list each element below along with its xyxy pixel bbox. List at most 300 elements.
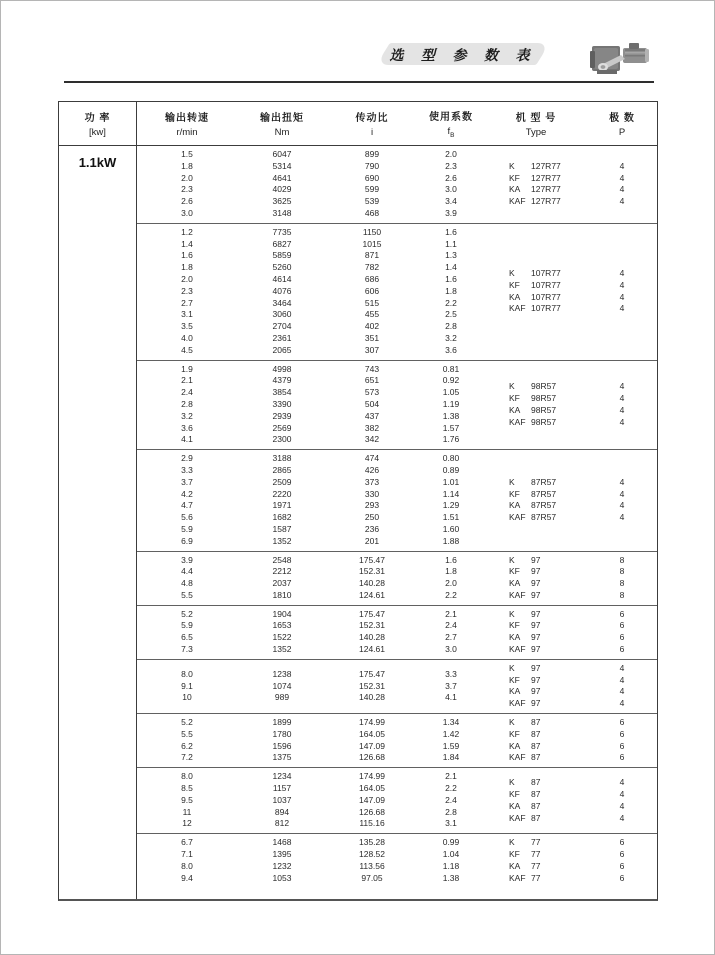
cell-ratio: 539 — [364, 196, 380, 207]
column-torque — [237, 555, 327, 602]
column-poles — [587, 381, 657, 428]
cell-torque: 6047 — [272, 149, 292, 159]
cell-ratio: 599 — [364, 184, 380, 195]
type-prefix: KF — [509, 279, 520, 290]
cell-poles: 4 — [619, 172, 625, 183]
cell-ratio: 651 — [364, 375, 380, 386]
type-prefix: KA — [509, 632, 521, 643]
cell-poles: 6 — [619, 608, 625, 619]
cell-ratio: 474 — [364, 453, 380, 464]
cell-poles: 4 — [619, 788, 625, 799]
cell-ratio: 152.31 — [359, 566, 385, 577]
cell-factor: 3.0 — [445, 644, 457, 655]
type-model: 98R57 — [531, 416, 557, 427]
cell-torque: 5859 — [272, 250, 292, 261]
cell-type — [485, 405, 587, 417]
cell-speed: 5.2 — [181, 608, 193, 619]
cell-factor: 2.2 — [445, 589, 457, 600]
column-factor — [417, 555, 485, 602]
cell-torque: 1587 — [272, 523, 292, 534]
column-type — [485, 777, 587, 824]
gearmotor-image — [587, 39, 651, 79]
cell-poles: 4 — [619, 476, 625, 487]
cell-poles: 4 — [619, 698, 625, 709]
cell-poles: 4 — [619, 488, 625, 499]
cell-speed: 6.9 — [181, 535, 193, 546]
type-model: 97 — [531, 686, 541, 697]
column-poles — [587, 837, 657, 884]
type-model: 97 — [531, 620, 541, 631]
cell-speed: 1.6 — [181, 250, 193, 261]
cell-poles: 4 — [619, 686, 625, 697]
cell-torque: 1232 — [272, 860, 292, 871]
cell-poles: 8 — [619, 578, 625, 589]
column-ratio — [327, 837, 417, 884]
type-prefix: KAF — [509, 698, 526, 709]
type-prefix: K — [509, 717, 515, 728]
cell-speed: 3.9 — [181, 554, 193, 565]
cell-factor: 4.1 — [445, 692, 457, 703]
type-model: 127R77 — [531, 184, 561, 195]
cell-type — [485, 303, 587, 315]
type-model: 107R77 — [531, 303, 561, 314]
cell-ratio: 124.61 — [359, 589, 385, 600]
type-model: 127R77 — [531, 160, 561, 171]
cell-factor: 3.7 — [445, 680, 457, 691]
cell-type — [485, 292, 587, 304]
cell-type — [485, 686, 587, 698]
type-prefix: KAF — [509, 752, 526, 763]
cell-factor: 2.1 — [445, 771, 457, 782]
cell-factor: 3.9 — [445, 207, 457, 218]
cell-type — [485, 752, 587, 764]
cell-torque: 3148 — [272, 207, 292, 218]
type-prefix: K — [509, 268, 515, 279]
cell-factor: 3.4 — [445, 196, 457, 207]
column-speed — [137, 555, 237, 602]
cell-ratio: 250 — [364, 512, 380, 523]
cell-factor: 1.6 — [445, 273, 457, 284]
cell-factor: 0.89 — [442, 464, 460, 475]
type-model: 87 — [531, 740, 541, 751]
cell-torque: 3060 — [272, 309, 292, 320]
cell-factor: 1.6 — [445, 226, 457, 237]
cell-type — [485, 393, 587, 405]
cell-speed: 1.8 — [181, 160, 193, 171]
cell-type — [485, 161, 587, 173]
header-ratio-unit: i — [370, 127, 374, 138]
cell-ratio: 140.28 — [359, 632, 385, 643]
column-type — [485, 663, 587, 710]
cell-speed: 3.5 — [181, 321, 193, 332]
cell-poles: 4 — [619, 196, 625, 207]
type-model: 97 — [531, 554, 541, 565]
cell-ratio: 351 — [364, 332, 380, 343]
cell-speed: 7.3 — [181, 644, 193, 655]
column-poles — [587, 777, 657, 824]
cell-torque: 1238 — [272, 668, 292, 679]
cell-factor: 1.18 — [442, 860, 460, 871]
column-poles — [587, 663, 657, 710]
cell-type — [485, 813, 587, 825]
cell-torque: 4076 — [272, 285, 292, 296]
column-type — [485, 161, 587, 208]
cell-poles: 8 — [619, 566, 625, 577]
header-speed-cn: 输出转速 — [165, 113, 209, 124]
table-group — [137, 449, 657, 550]
cell-ratio: 782 — [364, 262, 380, 273]
cell-ratio: 426 — [364, 464, 380, 475]
type-model: 87R57 — [531, 512, 557, 523]
cell-poles: 4 — [619, 500, 625, 511]
header-speed — [137, 102, 237, 145]
cell-factor: 2.5 — [445, 309, 457, 320]
cell-poles: 4 — [619, 800, 625, 811]
header-ratio — [327, 102, 417, 145]
column-factor — [417, 227, 485, 357]
table-group — [137, 767, 657, 833]
cell-torque: 6827 — [272, 238, 292, 249]
cell-speed: 4.1 — [181, 434, 193, 445]
cell-speed: 1.5 — [181, 149, 193, 159]
cell-torque: 1375 — [272, 752, 292, 763]
cell-ratio: 124.61 — [359, 644, 385, 655]
table-header-row — [59, 102, 657, 146]
cell-speed: 2.7 — [181, 297, 193, 308]
cell-torque: 2865 — [272, 464, 292, 475]
type-prefix: K — [509, 837, 515, 848]
cell-factor: 2.8 — [445, 806, 457, 817]
cell-torque: 2509 — [272, 476, 292, 487]
cell-factor: 1.8 — [445, 285, 457, 296]
type-prefix: K — [509, 476, 515, 487]
header-power — [59, 102, 137, 145]
cell-torque: 3854 — [272, 387, 292, 398]
cell-torque: 2220 — [272, 488, 292, 499]
power-column — [59, 146, 137, 899]
cell-factor: 1.01 — [442, 476, 460, 487]
cell-poles: 4 — [619, 268, 625, 279]
cell-torque: 2548 — [272, 554, 292, 565]
cell-torque: 2704 — [272, 321, 292, 332]
cell-poles: 4 — [619, 291, 625, 302]
cell-factor: 2.6 — [445, 172, 457, 183]
cell-speed: 4.0 — [181, 332, 193, 343]
cell-factor: 1.59 — [442, 740, 460, 751]
header-type-cn: 机 型 号 — [515, 113, 557, 124]
column-ratio — [327, 453, 417, 547]
cell-ratio: 147.09 — [359, 740, 385, 751]
type-prefix: K — [509, 554, 515, 565]
cell-speed: 8.0 — [181, 860, 193, 871]
cell-torque: 1682 — [272, 512, 292, 523]
cell-ratio: 152.31 — [359, 620, 385, 631]
header-poles — [587, 102, 657, 145]
cell-speed: 9.1 — [181, 680, 193, 691]
cell-ratio: 686 — [364, 273, 380, 284]
cell-torque: 1352 — [272, 644, 292, 655]
type-prefix: KF — [509, 488, 520, 499]
cell-factor: 0.81 — [442, 363, 460, 374]
cell-ratio: 690 — [364, 172, 380, 183]
type-model: 77 — [531, 837, 541, 848]
type-model: 87 — [531, 812, 541, 823]
cell-torque: 1234 — [272, 771, 292, 782]
cell-speed: 2.1 — [181, 375, 193, 386]
cell-poles: 4 — [619, 404, 625, 415]
cell-speed: 3.2 — [181, 410, 193, 421]
type-model: 77 — [531, 849, 541, 860]
type-prefix: KAF — [509, 644, 526, 655]
cell-ratio: 135.28 — [359, 837, 385, 848]
cell-torque: 2361 — [272, 332, 292, 343]
type-prefix: K — [509, 777, 515, 788]
cell-type — [485, 741, 587, 753]
cell-factor: 2.2 — [445, 783, 457, 794]
column-torque — [237, 364, 327, 447]
type-model: 107R77 — [531, 291, 561, 302]
cell-type — [485, 489, 587, 501]
type-prefix: KF — [509, 172, 520, 183]
cell-factor: 3.3 — [445, 668, 457, 679]
cell-factor: 1.42 — [442, 728, 460, 739]
column-torque — [237, 149, 327, 220]
cell-poles: 4 — [619, 662, 625, 673]
cell-torque: 1395 — [272, 849, 292, 860]
column-factor — [417, 364, 485, 447]
cell-factor: 2.3 — [445, 160, 457, 171]
type-prefix: K — [509, 608, 515, 619]
type-model: 97 — [531, 589, 541, 600]
cell-factor: 0.92 — [442, 375, 460, 386]
column-ratio — [327, 149, 417, 220]
header-torque-cn: 输出扭矩 — [260, 113, 304, 124]
cell-ratio: 573 — [364, 387, 380, 398]
type-prefix: KA — [509, 500, 521, 511]
cell-poles: 4 — [619, 381, 625, 392]
cell-poles: 4 — [619, 393, 625, 404]
cell-torque: 1037 — [272, 794, 292, 805]
cell-factor: 2.1 — [445, 608, 457, 619]
type-model: 97 — [531, 662, 541, 673]
cell-speed: 5.5 — [181, 589, 193, 600]
cell-torque: 1653 — [272, 620, 292, 631]
column-torque — [237, 227, 327, 357]
column-ratio — [327, 227, 417, 357]
cell-poles: 4 — [619, 416, 625, 427]
column-poles — [587, 161, 657, 208]
cell-type — [485, 280, 587, 292]
type-prefix: KF — [509, 620, 520, 631]
cell-poles: 4 — [619, 184, 625, 195]
cell-type — [485, 268, 587, 280]
type-prefix: KF — [509, 849, 520, 860]
power-label: 1.1kW — [78, 155, 117, 170]
type-model: 87 — [531, 777, 541, 788]
type-prefix: KF — [509, 566, 520, 577]
column-torque — [237, 669, 327, 704]
table-body-row — [59, 146, 657, 899]
cell-torque: 1596 — [272, 740, 292, 751]
cell-factor: 1.6 — [445, 554, 457, 565]
type-prefix: KAF — [509, 812, 526, 823]
cell-ratio: 175.47 — [359, 554, 385, 565]
type-prefix: K — [509, 160, 515, 171]
cell-torque: 4614 — [272, 273, 292, 284]
cell-speed: 3.3 — [181, 464, 193, 475]
cell-torque: 2569 — [272, 422, 292, 433]
cell-poles: 4 — [619, 674, 625, 685]
type-model: 87 — [531, 717, 541, 728]
cell-type — [485, 609, 587, 621]
cell-speed: 8.5 — [181, 783, 193, 794]
cell-torque: 1522 — [272, 632, 292, 643]
cell-poles: 6 — [619, 872, 625, 883]
cell-factor: 1.84 — [442, 752, 460, 763]
cell-factor: 2.0 — [445, 578, 457, 589]
type-prefix: K — [509, 381, 515, 392]
cell-poles: 4 — [619, 160, 625, 171]
type-prefix: KAF — [509, 512, 526, 523]
cell-factor: 1.04 — [442, 849, 460, 860]
header-service-factor — [417, 102, 485, 145]
cell-type — [485, 717, 587, 729]
cell-poles: 6 — [619, 728, 625, 739]
type-model: 127R77 — [531, 172, 561, 183]
type-prefix: KF — [509, 728, 520, 739]
cell-ratio: 113.56 — [359, 860, 385, 871]
cell-torque: 1074 — [272, 680, 292, 691]
cell-torque: 7735 — [272, 226, 292, 237]
cell-type — [485, 861, 587, 873]
column-factor — [417, 717, 485, 764]
column-factor — [417, 609, 485, 656]
column-type — [485, 717, 587, 764]
column-torque — [237, 771, 327, 830]
cell-speed: 2.9 — [181, 453, 193, 464]
cell-ratio: 899 — [364, 149, 380, 159]
cell-torque: 3390 — [272, 398, 292, 409]
cell-poles: 8 — [619, 554, 625, 565]
column-poles — [587, 717, 657, 764]
type-model: 87 — [531, 728, 541, 739]
cell-ratio: 175.47 — [359, 668, 385, 679]
cell-torque: 1904 — [272, 608, 292, 619]
header-ratio-cn: 传动比 — [355, 113, 389, 124]
cell-speed: 12 — [182, 818, 192, 829]
type-model: 87 — [531, 752, 541, 763]
cell-ratio: 1150 — [362, 226, 382, 237]
cell-speed: 5.2 — [181, 717, 193, 728]
cell-speed: 3.1 — [181, 309, 193, 320]
type-prefix: KAF — [509, 196, 526, 207]
cell-ratio: 236 — [364, 523, 380, 534]
type-prefix: KF — [509, 674, 520, 685]
cell-ratio: 126.68 — [359, 806, 385, 817]
table-body — [137, 146, 657, 899]
cell-torque: 2065 — [272, 344, 292, 355]
cell-ratio: 373 — [364, 476, 380, 487]
type-prefix: KA — [509, 291, 521, 302]
column-speed — [137, 364, 237, 447]
type-prefix: KA — [509, 740, 521, 751]
cell-speed: 2.6 — [181, 196, 193, 207]
header-type — [485, 102, 587, 145]
cell-torque: 1053 — [272, 872, 292, 883]
cell-torque: 3188 — [272, 453, 292, 464]
cell-ratio: 126.68 — [359, 752, 385, 763]
cell-poles: 6 — [619, 632, 625, 643]
cell-torque: 2212 — [272, 566, 292, 577]
cell-ratio: 307 — [364, 344, 380, 355]
column-type — [485, 477, 587, 524]
cell-factor: 1.38 — [442, 410, 460, 421]
cell-ratio: 147.09 — [359, 794, 385, 805]
header-type-unit: Type — [525, 127, 547, 138]
type-prefix: KA — [509, 800, 521, 811]
cell-speed: 3.7 — [181, 476, 193, 487]
type-model: 77 — [531, 872, 541, 883]
cell-factor: 3.0 — [445, 184, 457, 195]
cell-speed: 2.4 — [181, 387, 193, 398]
cell-poles: 6 — [619, 620, 625, 631]
cell-type — [485, 849, 587, 861]
cell-ratio: 504 — [364, 398, 380, 409]
cell-type — [485, 777, 587, 789]
header-poles-cn: 极 数 — [609, 113, 635, 124]
cell-speed: 5.9 — [181, 620, 193, 631]
cell-torque: 4641 — [272, 172, 292, 183]
cell-type — [485, 644, 587, 656]
cell-speed: 7.1 — [181, 849, 193, 860]
column-type — [485, 609, 587, 656]
cell-speed: 5.9 — [181, 523, 193, 534]
type-model: 87R57 — [531, 488, 557, 499]
column-torque — [237, 717, 327, 764]
cell-ratio: 115.16 — [359, 818, 385, 829]
cell-factor: 1.3 — [445, 250, 457, 261]
cell-ratio: 174.99 — [359, 717, 385, 728]
column-speed — [137, 609, 237, 656]
header-power-cn: 功 率 — [84, 113, 111, 124]
cell-type — [485, 675, 587, 687]
cell-torque: 1157 — [272, 783, 292, 794]
header-torque-unit: Nm — [274, 127, 290, 138]
column-factor — [417, 771, 485, 830]
cell-ratio: 140.28 — [359, 578, 385, 589]
cell-ratio: 743 — [364, 363, 380, 374]
header-poles-unit: P — [618, 127, 626, 138]
cell-speed: 7.2 — [181, 752, 193, 763]
cell-ratio: 437 — [364, 410, 380, 421]
column-factor — [417, 453, 485, 547]
type-model: 87R57 — [531, 476, 557, 487]
cell-torque: 2939 — [272, 410, 292, 421]
cell-type — [485, 477, 587, 489]
column-type — [485, 555, 587, 602]
cell-speed: 9.4 — [181, 872, 193, 883]
column-ratio — [327, 609, 417, 656]
cell-torque: 1810 — [272, 589, 292, 600]
cell-ratio: 515 — [364, 297, 380, 308]
type-model: 87 — [531, 800, 541, 811]
column-ratio — [327, 555, 417, 602]
header-speed-unit: r/min — [176, 127, 198, 138]
column-type — [485, 381, 587, 428]
type-model: 97 — [531, 698, 541, 709]
column-speed — [137, 453, 237, 547]
type-model: 98R57 — [531, 393, 557, 404]
